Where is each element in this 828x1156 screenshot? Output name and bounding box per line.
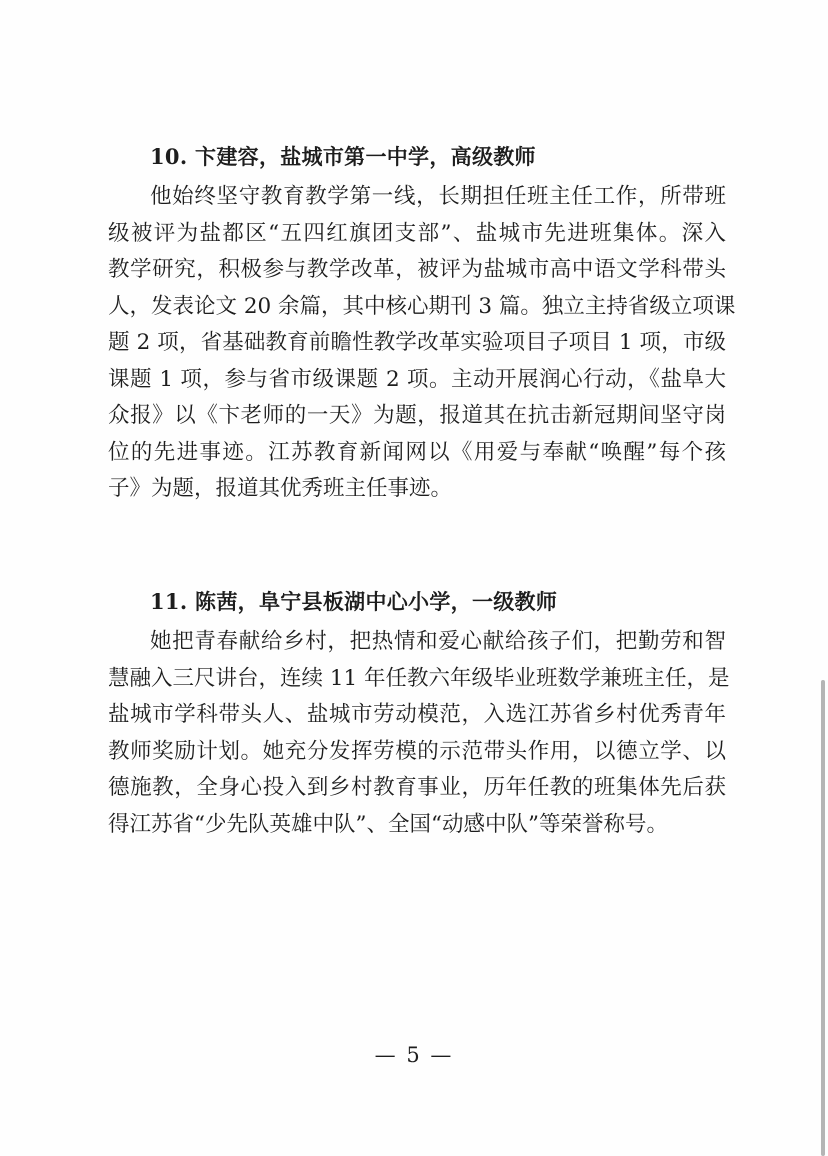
body-line: 题 2 项，省基础教育前瞻性教学改革实验项目子项目 1 项，市级 <box>108 330 726 355</box>
body-line: 众报》以《卞老师的一天》为题，报道其在抗击新冠期间坚守岗 <box>108 403 726 428</box>
body-line: 课题 1 项，参与省市级课题 2 项。主动开展润心行动，《盐阜大 <box>108 366 726 392</box>
body-line: 级被评为盐都区“五四红旗团支部”、盐城市先进班集体。深入 <box>108 220 726 246</box>
body-line: 子》为题，报道其优秀班主任事迹。 <box>108 476 453 501</box>
page-number: — 5 — <box>374 1043 454 1067</box>
section-body <box>108 624 730 843</box>
body-line: 教师奖励计划。她充分发挥劳模的示范带头作用，以德立学、以 <box>108 738 726 764</box>
section-heading: 11. 陈茜，阜宁县板湖中心小学，一级教师 <box>150 589 558 614</box>
body-line: 她把青春献给乡村，把热情和爱心献给孩子们，把勤劳和智 <box>150 629 726 654</box>
profile-section-11 <box>108 586 730 843</box>
body-line: 人，发表论文 20 余篇，其中核心期刊 3 篇。独立主持省级立项课 <box>108 293 736 319</box>
body-line: 位的先进事迹。江苏教育新闻网以《用爱与奉献“唤醒”每个孩 <box>108 439 726 465</box>
profile-section-10 <box>108 141 736 508</box>
scrollbar-thumb[interactable] <box>821 680 825 1156</box>
body-line: 慧融入三尺讲台，连续 11 年任教六年级毕业班数学兼班主任，是 <box>108 665 730 691</box>
body-line: 他始终坚守教育教学第一线，长期担任班主任工作，所带班 <box>150 184 726 209</box>
body-line: 盐城市学科带头人、盐城市劳动模范，入选江苏省乡村优秀青年 <box>108 702 726 727</box>
body-line: 得江苏省“少先队英雄中队”、全国“动感中队”等荣誉称号。 <box>108 811 668 837</box>
section-body <box>108 179 736 508</box>
body-line: 德施教，全身心投入到乡村教育事业，历年任教的班集体先后获 <box>108 775 726 800</box>
body-line: 教学研究，积极参与教学改革，被评为盐城市高中语文学科带头 <box>108 257 726 282</box>
vertical-scrollbar[interactable] <box>818 0 828 1156</box>
section-heading: 10. 卞建容，盐城市第一中学，高级教师 <box>150 144 536 169</box>
